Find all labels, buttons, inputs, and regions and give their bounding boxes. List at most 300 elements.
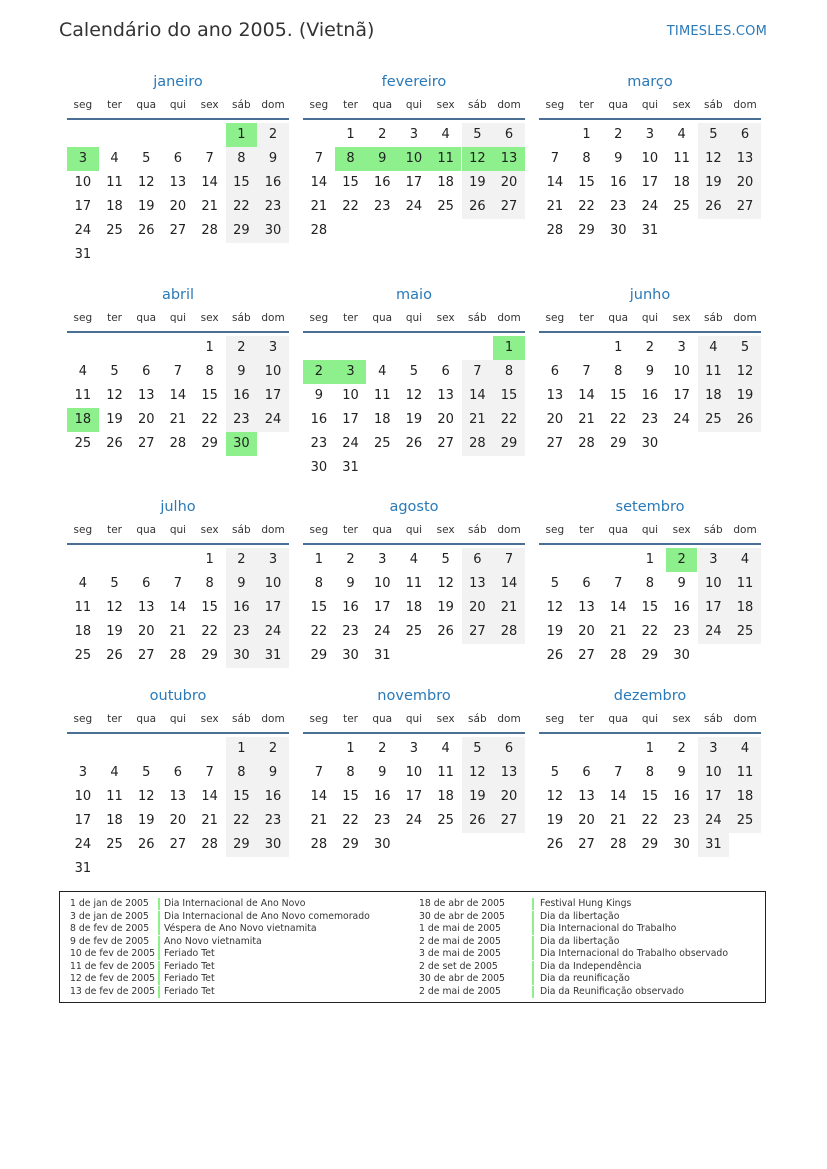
day-cell: 29 [493,432,525,456]
day-cell: 7 [614,765,623,780]
day-cell: 16 [226,596,258,620]
day-cell: 9 [226,360,258,384]
day-cell: 9 [226,572,258,596]
day-cell: 30 [257,833,289,857]
day-cell: 17 [74,813,92,828]
day-cell: 6 [582,765,591,780]
weekday-label: sex [200,99,219,111]
day-cell: 12 [137,175,155,190]
day-cell: 5 [142,765,151,780]
day-cell: 28 [310,837,328,852]
day-cell: 8 [493,360,525,384]
weekday-label: seg [309,713,329,725]
weekday-label: sáb [232,713,251,725]
day-cell: 4 [110,765,119,780]
day-cell: 8 [582,151,591,166]
day-cell: 8 [226,761,258,785]
day-cell: 26 [106,436,123,451]
day-cell: 14 [201,175,218,190]
day-cell: 12 [546,600,564,615]
legend-marker [532,973,534,985]
day-cell: 23 [342,624,359,639]
day-cell: 2 [614,127,623,142]
day-cell: 1 [582,127,591,142]
day-cell: 24 [698,620,730,644]
month-janeiro [67,72,289,270]
holiday-day-cell: 13 [493,147,525,171]
legend-date: 1 de mai de 2005 [419,923,501,934]
day-cell: 2 [226,548,258,572]
day-cell: 5 [729,336,761,360]
day-cell: 27 [137,648,155,663]
day-cell: 19 [137,199,155,214]
day-grid [67,734,289,884]
day-cell: 23 [310,436,328,451]
day-cell: 24 [373,624,391,639]
day-cell: 16 [226,384,258,408]
day-cell: 18 [729,785,761,809]
day-cell: 24 [405,199,423,214]
legend-holiday-name: Dia Internacional de Ano Novo comemorado [164,910,370,922]
day-cell: 23 [673,813,690,828]
day-cell: 30 [342,648,359,663]
day-cell: 27 [169,837,187,852]
day-cell: 13 [546,388,564,403]
day-cell: 26 [546,837,564,852]
day-cell: 21 [169,412,187,427]
month-name: março [627,74,673,90]
day-cell: 4 [441,127,450,142]
day-cell: 17 [373,600,391,615]
day-cell: 12 [546,789,564,804]
weekday-label: qua [136,524,157,536]
day-cell: 27 [437,436,454,451]
day-cell: 10 [342,388,359,403]
day-cell: 16 [342,600,359,615]
day-cell: 13 [578,600,595,615]
day-cell: 3 [257,336,289,360]
day-cell: 5 [550,765,559,780]
weekday-label: sex [672,524,691,536]
day-cell: 1 [645,552,655,567]
day-cell: 18 [373,412,391,427]
day-cell: 2 [257,737,289,761]
day-cell: 23 [373,813,391,828]
weekday-label: qua [608,99,629,111]
day-cell: 3 [378,552,387,567]
weekday-label: sex [436,99,455,111]
day-cell: 10 [698,761,730,785]
day-cell: 9 [346,576,355,591]
day-cell: 15 [578,175,595,190]
legend-marker [158,986,160,998]
day-cell: 23 [373,199,391,214]
day-cell: 29 [578,223,595,238]
weekday-header [539,710,761,734]
day-cell: 4 [698,336,730,360]
day-grid [303,120,525,270]
day-cell: 6 [493,737,525,761]
day-cell: 14 [609,600,627,615]
day-cell: 16 [609,175,627,190]
day-grid [303,545,525,695]
day-cell: 19 [405,412,423,427]
day-cell: 12 [698,147,730,171]
day-cell: 27 [137,436,155,451]
month-name: agosto [389,499,439,515]
day-cell: 19 [698,171,730,195]
day-cell: 25 [729,809,761,833]
day-cell: 15 [226,785,258,809]
legend-marker [532,936,534,948]
day-cell: 10 [673,364,690,379]
day-cell: 31 [373,648,391,663]
day-cell: 19 [437,600,454,615]
day-cell: 16 [673,600,690,615]
holiday-day-cell: 10 [398,147,430,171]
day-cell: 20 [493,785,525,809]
day-cell: 15 [201,600,218,615]
legend-date: 8 de fev de 2005 [70,923,150,934]
day-cell: 3 [409,127,419,142]
day-cell: 2 [378,127,387,142]
day-cell: 1 [226,737,258,761]
day-cell: 19 [462,785,494,809]
day-cell: 12 [106,600,123,615]
day-cell: 2 [645,340,655,355]
day-cell: 17 [405,175,423,190]
day-cell: 9 [645,364,655,379]
day-cell: 22 [493,408,525,432]
day-cell: 2 [257,123,289,147]
weekday-label: qua [372,99,393,111]
day-cell: 16 [310,412,328,427]
legend-holiday-name: Dia da Reunificação observado [540,985,684,997]
day-cell: 12 [462,761,494,785]
day-cell: 26 [546,648,564,663]
weekday-label: seg [73,312,93,324]
day-cell: 2 [378,741,387,756]
weekday-label: sex [672,713,691,725]
day-cell: 29 [201,436,218,451]
day-cell: 30 [310,460,328,475]
day-cell: 10 [74,175,92,190]
weekday-label: sáb [468,713,487,725]
day-cell: 27 [578,837,595,852]
month-fevereiro [303,72,525,270]
day-cell: 6 [493,123,525,147]
weekday-label: qua [136,713,157,725]
day-cell: 14 [546,175,564,190]
weekday-label: qua [136,99,157,111]
weekday-label: seg [545,524,565,536]
day-cell: 9 [614,151,623,166]
weekday-label: sáb [704,524,723,536]
weekday-label: qui [641,713,659,725]
month-name: abril [161,287,195,303]
day-cell: 29 [641,648,659,663]
legend-date: 1 de jan de 2005 [70,898,149,909]
day-cell: 11 [729,761,761,785]
weekday-label: ter [343,312,358,324]
day-cell: 28 [609,837,627,852]
day-cell: 3 [78,765,87,780]
month-agosto [303,497,525,695]
day-cell: 27 [169,223,187,238]
day-cell: 13 [137,388,155,403]
legend-date: 13 de fev de 2005 [70,985,156,997]
legend-holiday-name: Feriado Tet [164,973,215,984]
day-cell: 3 [645,127,655,142]
day-cell: 19 [546,624,564,639]
day-cell: 10 [641,151,659,166]
day-cell: 14 [169,600,187,615]
holiday-day-cell: 3 [335,360,367,384]
weekday-label: qui [405,312,423,324]
day-cell: 6 [142,364,151,379]
day-cell: 21 [578,412,595,427]
day-cell: 16 [257,171,289,195]
day-cell: 30 [257,219,289,243]
day-cell: 20 [137,624,155,639]
day-cell: 1 [205,340,214,355]
day-cell: 22 [578,199,595,214]
day-cell: 21 [493,596,525,620]
weekday-label: ter [107,99,122,111]
weekday-label: ter [579,99,594,111]
day-cell: 1 [205,552,214,567]
weekday-label: seg [309,524,329,536]
day-cell: 16 [373,789,391,804]
day-cell: 26 [405,436,423,451]
day-cell: 25 [405,624,423,639]
day-cell: 18 [437,789,454,804]
legend-holiday-name: Dia Internacional de Ano Novo [164,898,306,909]
day-cell: 14 [169,388,187,403]
day-cell: 12 [137,789,155,804]
day-cell: 19 [106,624,123,639]
day-cell: 21 [169,624,187,639]
day-cell: 30 [373,837,391,852]
weekday-label: qui [405,99,423,111]
weekday-label: dom [261,524,285,536]
weekday-label: seg [309,312,329,324]
weekday-label: qua [136,312,157,324]
day-cell: 9 [378,765,387,780]
day-cell: 22 [342,813,359,828]
day-cell: 24 [673,412,690,427]
day-cell: 23 [641,412,659,427]
day-cell: 5 [409,364,419,379]
weekday-header [303,710,525,734]
day-cell: 17 [405,789,423,804]
day-cell: 4 [677,127,686,142]
day-cell: 29 [641,837,659,852]
day-cell: 27 [546,436,564,451]
day-cell: 22 [226,809,258,833]
day-cell: 31 [74,861,92,876]
day-cell: 18 [437,175,454,190]
legend-holiday-name: Feriado Tet [164,985,215,997]
day-cell: 14 [310,175,328,190]
weekday-label: qui [169,312,187,324]
day-cell: 18 [729,596,761,620]
day-cell: 7 [205,765,214,780]
weekday-label: dom [497,312,521,324]
weekday-header [67,521,289,545]
month-setembro [539,497,761,695]
weekday-label: dom [733,524,757,536]
day-cell: 7 [173,364,183,379]
day-cell: 25 [106,837,123,852]
day-cell: 19 [729,384,761,408]
weekday-header [303,96,525,120]
day-cell: 31 [342,460,359,475]
legend-marker [158,973,160,985]
weekday-label: qua [372,713,393,725]
day-cell: 18 [698,384,730,408]
holiday-day-cell: 30 [226,432,258,456]
day-cell: 30 [641,436,659,451]
day-cell: 29 [226,219,258,243]
weekday-label: ter [579,713,594,725]
day-cell: 8 [346,765,355,780]
day-cell: 23 [226,408,258,432]
day-cell: 17 [74,199,92,214]
day-cell: 21 [201,813,218,828]
day-cell: 18 [405,600,423,615]
holiday-day-cell: 2 [666,548,698,572]
day-cell: 25 [74,436,92,451]
holiday-day-cell: 9 [366,147,398,171]
holiday-day-cell: 1 [226,123,258,147]
day-cell: 24 [74,837,92,852]
day-cell: 22 [310,624,328,639]
day-cell: 17 [698,596,730,620]
day-cell: 14 [578,388,595,403]
day-grid [303,734,525,884]
day-cell: 3 [698,548,730,572]
weekday-label: ter [579,524,594,536]
day-cell: 5 [698,123,730,147]
day-cell: 17 [342,412,359,427]
day-cell: 31 [257,644,289,668]
month-name: julho [160,499,196,515]
legend-date: 18 de abr de 2005 [419,898,505,909]
holiday-day-cell: 8 [335,147,367,171]
day-cell: 31 [641,223,659,238]
day-cell: 9 [257,761,289,785]
day-cell: 20 [493,171,525,195]
day-cell: 19 [546,813,564,828]
weekday-label: ter [343,713,358,725]
legend-holiday-name: Véspera de Ano Novo vietnamita [164,923,317,934]
day-cell: 24 [405,813,423,828]
day-cell: 31 [698,833,730,857]
month-outubro [67,686,289,884]
weekday-label: ter [343,524,358,536]
day-cell: 6 [729,123,761,147]
day-cell: 11 [373,388,391,403]
weekday-header [303,521,525,545]
day-cell: 17 [257,384,289,408]
weekday-label: qui [641,99,659,111]
weekday-label: seg [545,713,565,725]
day-cell: 18 [106,813,123,828]
day-cell: 22 [609,412,627,427]
legend-holiday-name: Dia Internacional do Trabalho [540,923,677,934]
weekday-header [67,710,289,734]
day-cell: 24 [698,809,730,833]
day-cell: 7 [493,548,525,572]
day-cell: 7 [550,151,559,166]
day-cell: 7 [462,360,494,384]
day-cell: 30 [673,837,690,852]
day-cell: 29 [609,436,627,451]
weekday-label: sex [200,713,219,725]
day-cell: 5 [110,576,119,591]
day-grid [67,545,289,695]
day-cell: 5 [142,151,151,166]
holiday-day-cell: 2 [303,360,335,384]
day-cell: 22 [201,412,218,427]
legend-holiday-name: Dia da reunificação [540,973,630,984]
day-cell: 17 [673,388,690,403]
day-cell: 25 [106,223,123,238]
day-cell: 20 [137,412,155,427]
legend-marker [158,948,160,960]
day-cell: 28 [310,223,328,238]
day-cell: 20 [546,412,564,427]
day-cell: 29 [310,648,328,663]
weekday-label: sex [200,312,219,324]
day-cell: 20 [729,171,761,195]
day-cell: 10 [257,360,289,384]
holiday-day-cell: 12 [462,147,494,171]
legend-holiday-name: Dia da libertação [540,935,620,947]
weekday-header [539,521,761,545]
brand-link[interactable]: TIMESLES.COM [666,24,767,39]
legend-holiday-name: Festival Hung Kings [540,898,632,909]
day-cell: 13 [169,175,187,190]
day-cell: 18 [106,199,123,214]
day-cell: 14 [462,384,494,408]
day-cell: 10 [257,572,289,596]
legend-marker [158,911,160,923]
day-cell: 11 [437,765,454,780]
legend-marker [532,911,534,923]
legend-date: 9 de fev de 2005 [70,935,150,947]
day-cell: 11 [673,151,690,166]
day-cell: 15 [201,388,218,403]
weekday-label: dom [497,524,521,536]
day-cell: 30 [609,223,627,238]
day-grid [303,333,525,483]
weekday-header [539,96,761,120]
day-cell: 15 [493,384,525,408]
day-cell: 26 [437,624,454,639]
weekday-label: qui [169,99,187,111]
holiday-legend [59,891,766,1003]
month-maio [303,285,525,483]
weekday-label: ter [579,312,594,324]
day-cell: 20 [578,624,595,639]
weekday-label: qui [169,524,187,536]
day-cell: 8 [205,364,214,379]
weekday-label: qui [405,713,423,725]
weekday-label: qua [608,312,629,324]
day-cell: 4 [378,364,387,379]
